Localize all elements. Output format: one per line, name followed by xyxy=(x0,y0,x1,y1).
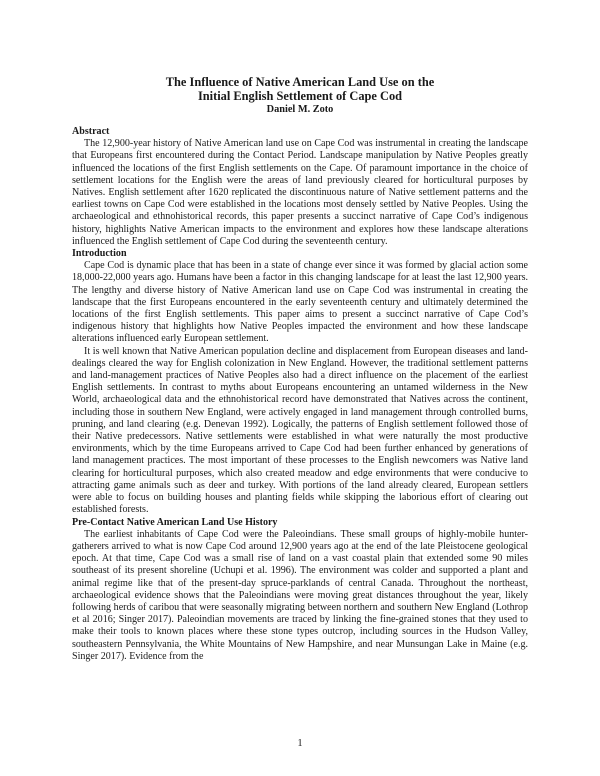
precontact-heading: Pre-Contact Native American Land Use History xyxy=(72,516,278,528)
introduction-paragraph-1: Cape Cod is dynamic place that has been in a state of change ever since it was formed by glacial action some 18,000-22,000 years ago. Humans have been a factor in this changing landscape for at least the last 12,900 years. The lengthy and diverse history of Native American land use on Cape Cod was instrumental in creating the landscape that the first Europeans encountered in the early seventeenth century and ultimately determined the locations of the first English settlements. This paper aims to present a succinct narrative of Cape Cod’s indigenous history that highlights how Native Peoples impacted the environment and how these landscape alterations influenced early European settlement. xyxy=(72,260,528,345)
introduction-heading: Introduction xyxy=(72,248,127,260)
page-number: 1 xyxy=(297,738,303,749)
paper-body xyxy=(72,126,528,663)
title-line-1: The Influence of Native American Land Use on the xyxy=(165,75,435,89)
introduction-paragraph-2: It is well known that Native American population decline and displacement from European diseases and land-dealings cleared the way for English colonization in New England. However, the traditional settlement patterns and land-management practices of Native Peoples also had a direct influence on the placement of the earliest English settlements. In contrast to myths about Europeans encountering an untamed wilderness in the New World, archaeological data and the ethnohistorical record have demonstrated that Natives across the continent, including those in southern New England, were actively engaged in land management through controlled burns, pruning, and land clearing (e.g. Denevan 1992). Logically, the patterns of English settlement followed those of their Native predecessors. Native settlements were established in what were naturally the most productive environments, which by the time Europeans arrived to Cape Cod had been further enhanced by generations of land management practices. The most important of these processes to the English newcomers was Native land clearing for horticultural purposes, which also created meadow and edge environments that were conducive to attracting game animals such as deer and turkey. With portions of the land already cleared, European settlers were able to focus on building houses and planting fields while skipping the laborious effort of clearing out established forests. xyxy=(72,345,528,516)
precontact-paragraph-1: The earliest inhabitants of Cape Cod were the Paleoindians. These small groups of highly-mobile hunter-gatherers arrived to what is now Cape Cod around 12,900 years ago at the end of the late Pleistocene geological epoch. At that time, Cape Cod was a small rise of land on a vast coastal plain that extended some 90 miles southeast of its present shoreline (Uchupi et al. 1996). The environment was colder and supported a plant and animal regime like that of the present-day spruce-parklands of central Canada. Throughout the northeast, archaeological evidence shows that the Paleoindians were moving great distances throughout the year, likely following herds of caribou that were seasonally migrating between northern and southern New England (Lothrop et al 2016; Singer 2017). Paleoindian movements are traced by linking the fine-grained stones that they used to make their tools to known places where these stone types outcrop, including sources in the Hudson Valley, southeastern Pennsylvania, the White Mountains of New Hampshire, and near Munsungan Lake in Maine (e.g. Singer 2017). Evidence from the xyxy=(72,528,528,662)
paper-title xyxy=(72,75,528,103)
author-name: Daniel M. Zoto xyxy=(266,104,334,115)
abstract-heading: Abstract xyxy=(72,126,110,137)
abstract-paragraph: The 12,900-year history of Native American land use on Cape Cod was instrumental in creating the landscape that Europeans first encountered during the Contact Period. Landscape manipulation by Native Peoples greatly influenced the locations of the first English settlements on the Cape. Of paramount importance in the choice of settlement locations for the English were the areas of land previously cleared for horticultural purposes by Natives. English settlement after 1620 replicated the discontinuous nature of Native settlement patterns and the earliest towns on Cape Cod were established in the locations most densely settled by Native Peoples. Using the archaeological and ethnohistorical records, this paper presents a succinct narrative of Cape Cod’s indigenous history, highlights Native American impacts to the environment and explores how these landscape alterations influenced the English settlement of Cape Cod during the seventeenth century. xyxy=(72,138,528,247)
title-line-2: Initial English Settlement of Cape Cod xyxy=(197,89,403,103)
